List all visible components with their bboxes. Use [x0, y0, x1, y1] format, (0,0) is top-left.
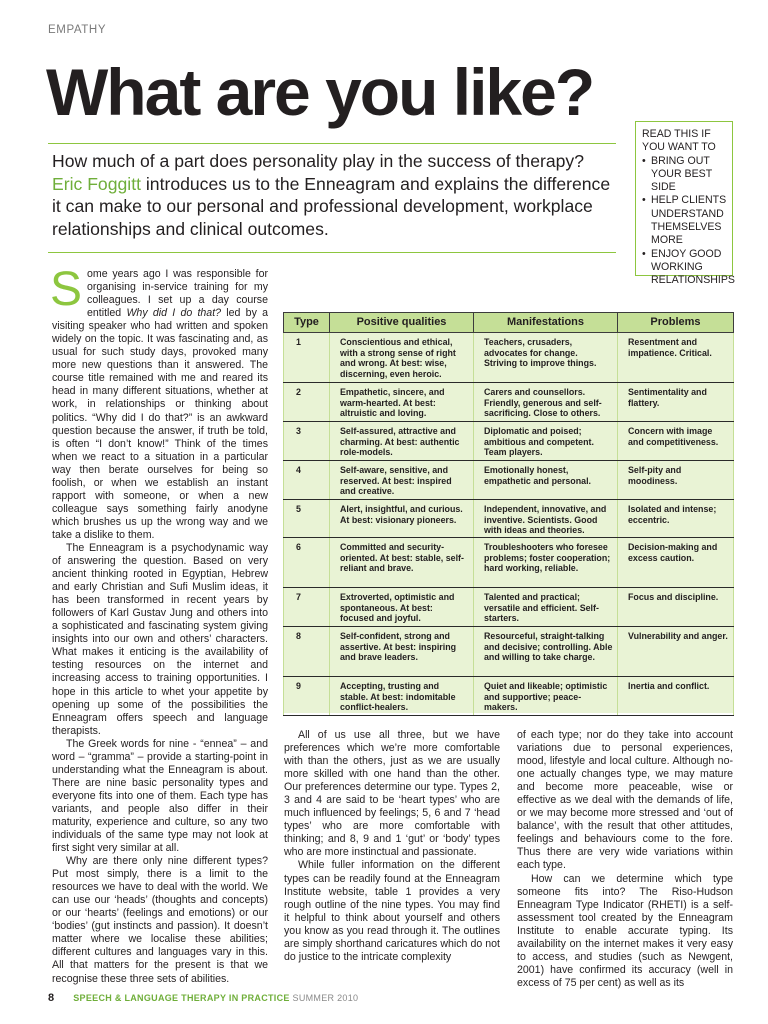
type-cell: 9: [284, 677, 330, 716]
author-name: Eric Foggitt: [52, 173, 141, 194]
problems-cell: Vulnerability and anger.: [618, 627, 734, 677]
read-this-item: • ENJOY GOOD WORKING RELATIONSHIPS: [642, 248, 727, 288]
type-cell: 5: [284, 500, 330, 538]
positive-cell: Accepting, trusting and stable. At best: indomitable conflict-healers.: [330, 677, 474, 716]
problems-cell: Sentimentality and flattery.: [618, 383, 734, 422]
paragraph: of each type; nor do they take into account variations due to personal experiences, mood, lifestyle and local culture. Although no-one actually changes type, we may mature and become more peaceable, wise or effective as we deal with the demands of life, or we may become more stressed and ‘out of balance’, with the result that other attitudes, feelings and behaviours come to the fore. Thus there are very wide variations within each type.: [517, 729, 733, 872]
paragraph: The Enneagram is a psychodynamic way of answering the question. Based on very ancient thinking rooted in Egyptian, Hebrew and early Christian and Sufi Muslim ideas, it has been transformed in recent years by followers of Karl Gustav Jung and others into a sophisticated and fascinating system giving insights into our own and others’ characters. What makes it enticing is the availability of testing resources on the internet and increasing access to training opportunities. I hope in this article to whet your appetite by opening up some of the possibilities the Enneagram offers speech and language therapists.: [52, 541, 268, 737]
col-header-type: Type: [284, 313, 330, 333]
article-column-2: [284, 729, 500, 964]
col-header-positive: Positive qualities: [330, 313, 474, 333]
table-row: [284, 333, 734, 383]
table-row: [284, 588, 734, 627]
positive-cell: Alert, insightful, and curious. At best: visionary pioneers.: [330, 500, 474, 538]
problems-cell: Concern with image and competitiveness.: [618, 422, 734, 461]
manifestations-cell: Quiet and likeable; optimistic and supportive; peace-makers.: [474, 677, 618, 716]
page-footer: [48, 992, 358, 1004]
problems-cell: Isolated and intense; eccentric.: [618, 500, 734, 538]
positive-cell: Self-confident, strong and assertive. At best: inspiring and brave leaders.: [330, 627, 474, 677]
col-header-manifestations: Manifestations: [474, 313, 618, 333]
course-title: Why did I do that?: [126, 307, 222, 320]
positive-cell: Empathetic, sincere, and warm-hearted. At best: altruistic and loving.: [330, 383, 474, 422]
read-this-list: [642, 154, 735, 288]
standfirst: [52, 150, 612, 240]
table-row: [284, 461, 734, 500]
type-cell: 3: [284, 422, 330, 461]
positive-cell: Self-assured, attractive and charming. At best: authentic role-models.: [330, 422, 474, 461]
table-row: [284, 538, 734, 588]
paragraph: Why are there only nine different types? Put most simply, there is a limit to the resources we have to deal with the world. We can use our ‘heads’ (thoughts and concepts) or our ‘hearts’ (feelings and emotions) or our ‘bodies’ (gut instincts and passion). It doesn’t matter where we localise these abilities; different cultures and languages vary in this. All that matters for the present is that we recognise these three sets of abilities.: [52, 855, 268, 985]
read-this-item: • HELP CLIENTS UNDERSTAND THEMSELVES MORE: [642, 194, 727, 247]
manifestations-cell: Independent, innovative, and inventive. Scientists. Good with ideas and theories.: [474, 500, 618, 538]
article-column-3: [517, 729, 733, 990]
positive-cell: Extroverted, optimistic and spontaneous. At best: focused and joyful.: [330, 588, 474, 627]
positive-cell: Committed and security-oriented. At best: stable, self-reliant and brave.: [330, 538, 474, 588]
problems-cell: Resentment and impatience. Critical.: [618, 333, 734, 383]
table-row: [284, 383, 734, 422]
problems-cell: Inertia and conflict.: [618, 677, 734, 716]
table-row: [284, 422, 734, 461]
problems-cell: Self-pity and moodiness.: [618, 461, 734, 500]
issue-date: SUMMER 2010: [292, 993, 359, 1003]
manifestations-cell: Teachers, crusaders, advocates for change. Striving to improve things.: [474, 333, 618, 383]
type-cell: 7: [284, 588, 330, 627]
read-this-item: • BRING OUT YOUR BEST SIDE: [642, 155, 727, 195]
paragraph: How can we determine which type someone fits into? The Riso-Hudson Enneagram Type Indicator (RHETI) is a self-assessment tool created by the Enneagram Institute to enable accurate typing. Its availability on the internet makes it very easy to access, and studies (such as Newgent, 2001) have confirmed its accuracy (well in excess of 75 per cent) as well as its: [517, 872, 733, 989]
read-this-heading: READ THIS IF YOU WANT TO: [642, 128, 716, 154]
col-header-problems: Problems: [618, 313, 734, 333]
manifestations-cell: Emotionally honest, empathetic and personal.: [474, 461, 618, 500]
table-header-row: [284, 313, 734, 333]
table-row: [284, 677, 734, 716]
manifestations-cell: Resourceful, straight-talking and decisive; controlling. Able and willing to take charge.: [474, 627, 618, 677]
standfirst-rule: [48, 252, 616, 253]
type-cell: 1: [284, 333, 330, 383]
problems-cell: Decision-making and excess caution.: [618, 538, 734, 588]
type-cell: 2: [284, 383, 330, 422]
read-this-box: [635, 121, 735, 287]
paragraph: All of us use all three, but we have preferences which we’re more comfortable with than the others, just as we are usually more skilled with one hand than the other. Our preferences determine our type. Types 2, 3 and 4 are said to be ‘heart types’ who are much influenced by feelings; 5, 6 and 7 ‘head types’ who are more comfortable with thinking; and 8, 9 and 1 ‘gut’ or ‘body’ types who are more instinctual and passionate.: [284, 729, 500, 859]
paragraph: The Greek words for nine - “ennea” – and word – “gramma” – provide a starting-point in understanding what the Enneagram is about. There are nine basic personality types and everyone fits into one of them. Each type has variants, and people also differ in their maturity, experience and culture, so any two individuals of the same type may not look at first sight very similar at all.: [52, 737, 268, 855]
positive-cell: Conscientious and ethical, with a strong sense of right and wrong. At best: wise, discerning, even heroic.: [330, 333, 474, 383]
article-column-1: [50, 263, 269, 986]
type-cell: 6: [284, 538, 330, 588]
manifestations-cell: Troubleshooters who foresee problems; foster cooperation; hard working, reliable.: [474, 538, 618, 588]
positive-cell: Self-aware, sensitive, and reserved. At best: inspired and creative.: [330, 461, 474, 500]
manifestations-cell: Carers and counsellors. Friendly, generous and self-sacrificing. Close to others.: [474, 383, 618, 422]
paragraph: While fuller information on the different types can be readily found at the Enneagram Institute website, table 1 provides a very rough outline of the nine types. You may find it helpful to think about yourself and others you know as you read through it. The outlines are simply shorthand caricatures which do not do justice to the intricate complexity: [284, 859, 500, 963]
table-row: [284, 500, 734, 538]
page-title: What are you like?: [46, 55, 594, 129]
paragraph: Some years ago I was responsible for organising in-service training for my colleagues. I set up a day course entitled Why did I do that? led by a visiting speaker who had written and spoken widely on the topic. It was fascinating and, as usual for such study days, provoked many more new questions than it answered. The course title remained with me and reared its head in many different situations, whether at work, in relationships or thinking about politics. “Why did I do that?” is an awkward question because the answer, if truth be told, is often “I don’t know!” Think of the times when we react to a situation in a particular way then berate ourselves for being so foolish, or when we establish an instant rapport with someone, or when a new colleague says something fairly anodyne which brushes us up the wrong way and we take a dislike to them.: [50, 263, 269, 541]
standfirst-rest: introduces us to the Enneagram and explains the difference it can make to our personal and professional development, workplace relationships and clinical outcomes.: [52, 173, 611, 239]
manifestations-cell: Diplomatic and poised; ambitious and competent. Team players.: [474, 422, 618, 461]
section-label: EMPATHY: [48, 24, 107, 36]
journal-name: SPEECH & LANGUAGE THERAPY IN PRACTICE: [73, 993, 290, 1003]
type-cell: 4: [284, 461, 330, 500]
page-number: 8: [48, 992, 55, 1004]
title-rule: [48, 143, 616, 144]
drop-cap: S: [50, 263, 83, 316]
table-row: [284, 627, 734, 677]
problems-cell: Focus and discipline.: [618, 588, 734, 627]
standfirst-lead: How much of a part does personality play in the success of therapy?: [52, 151, 585, 171]
manifestations-cell: Talented and practical; versatile and efficient. Self-starters.: [474, 588, 618, 627]
enneagram-table: [283, 312, 733, 713]
type-cell: 8: [284, 627, 330, 677]
